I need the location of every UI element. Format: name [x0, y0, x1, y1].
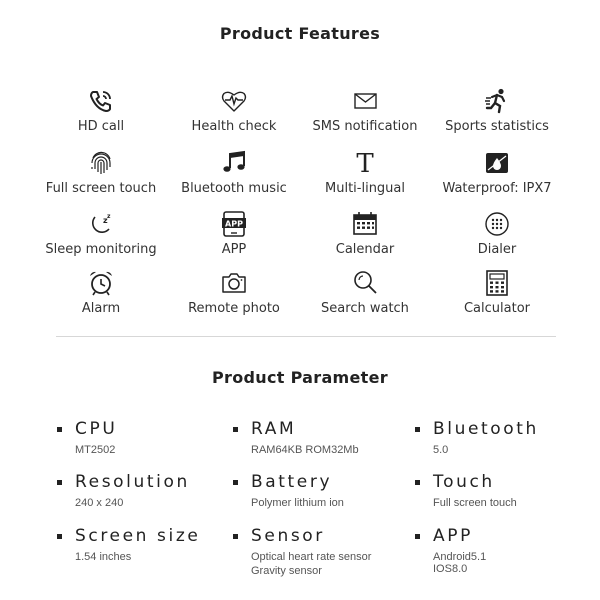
param-name: Sensor: [251, 526, 325, 546]
param-name: APP: [433, 526, 473, 546]
feature-bluetooth-music: [164, 148, 304, 196]
feature-calculator: [427, 268, 567, 316]
features-title: Product Features: [219, 24, 381, 43]
feature-sleep-monitoring: [31, 209, 171, 257]
dialpad-icon: [482, 209, 512, 239]
param-value: Polymer lithium ion: [251, 497, 344, 509]
feature-alarm: [31, 268, 171, 316]
feature-health-check: [164, 86, 304, 134]
param-value: RAM64KB ROM32Mb: [251, 444, 359, 456]
bullet: [233, 534, 238, 539]
param-value-secondary: IOS8.0: [433, 563, 468, 575]
param-name: RAM: [251, 419, 297, 439]
feature-label: Sports statistics: [445, 119, 549, 134]
phone-icon: [86, 86, 116, 116]
feature-search-watch: [295, 268, 435, 316]
app-icon: [219, 209, 249, 239]
bullet: [415, 480, 420, 485]
param-value: 1.54 inches: [75, 551, 132, 563]
heart-pulse-icon: [219, 86, 249, 116]
feature-waterproof: [427, 148, 567, 196]
param-name: CPU: [75, 419, 118, 439]
param-value: MT2502: [75, 444, 116, 456]
feature-full-screen-touch: [31, 148, 171, 196]
svg-text:z: z: [107, 213, 111, 220]
moon-z-icon: [86, 209, 116, 239]
bullet: [233, 427, 238, 432]
feature-label: Search watch: [321, 301, 409, 316]
calculator-icon: [482, 268, 512, 298]
music-note-icon: [219, 148, 249, 178]
param-name: Bluetooth: [433, 419, 539, 439]
feature-label: HD call: [77, 119, 125, 134]
feature-label: Alarm: [81, 301, 121, 316]
param-name: Battery: [251, 472, 333, 492]
feature-hd-call: [31, 86, 171, 134]
calendar-icon: [350, 209, 380, 239]
feature-remote-photo: [164, 268, 304, 316]
param-value: 240 x 240: [75, 497, 124, 509]
feature-calendar: [295, 209, 435, 257]
camera-icon: [219, 268, 249, 298]
feature-dialer: [427, 209, 567, 257]
feature-label: Bluetooth music: [181, 181, 287, 196]
svg-text:APP: APP: [225, 219, 243, 229]
feature-label: Multi-lingual: [325, 181, 405, 196]
param-value: 5.0: [433, 444, 449, 456]
feature-label: Waterproof: IPX7: [442, 181, 552, 196]
feature-sports-statistics: [427, 86, 567, 134]
fingerprint-icon: [86, 148, 116, 178]
feature-label: Full screen touch: [45, 181, 157, 196]
feature-label: SMS notification: [312, 119, 418, 134]
svg-text:T: T: [356, 149, 374, 178]
param-name: Resolution: [75, 472, 190, 492]
text-t-icon: [350, 148, 380, 178]
parameters-title: Product Parameter: [212, 368, 388, 387]
feature-label: Sleep monitoring: [45, 242, 157, 257]
search-icon: [350, 268, 380, 298]
feature-label: Remote photo: [188, 301, 280, 316]
running-icon: [482, 86, 512, 116]
svg-text:z: z: [103, 216, 108, 225]
feature-label: Calculator: [463, 301, 530, 316]
param-name: Screen size: [75, 526, 201, 546]
feature-multi-lingual: [295, 148, 435, 196]
bullet: [57, 427, 62, 432]
waterproof-icon: [482, 148, 512, 178]
alarm-clock-icon: [86, 268, 116, 298]
feature-sms-notification: [295, 86, 435, 134]
bullet: [57, 534, 62, 539]
envelope-icon: [350, 86, 380, 116]
bullet: [57, 480, 62, 485]
feature-label: Health check: [191, 119, 277, 134]
param-value-secondary: Gravity sensor: [251, 565, 322, 577]
param-value: Full screen touch: [433, 497, 517, 509]
feature-app: [164, 209, 304, 257]
bullet: [415, 534, 420, 539]
param-value: Optical heart rate sensor: [251, 551, 372, 563]
bullet: [233, 480, 238, 485]
section-divider: [56, 336, 556, 337]
param-value: Android5.1: [433, 551, 487, 563]
feature-label: Calendar: [335, 242, 395, 257]
feature-label: Dialer: [477, 242, 517, 257]
bullet: [415, 427, 420, 432]
param-name: Touch: [433, 472, 495, 492]
feature-label: APP: [221, 242, 247, 257]
